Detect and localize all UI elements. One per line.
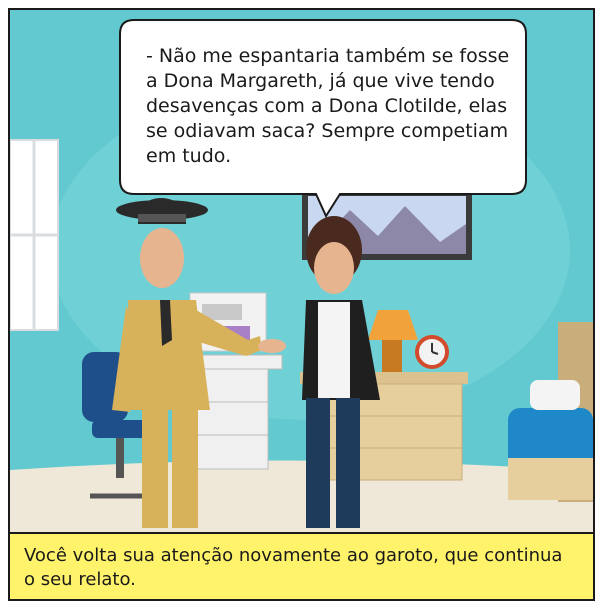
window xyxy=(10,140,58,330)
caption-box xyxy=(10,532,593,599)
comic-panel xyxy=(8,8,595,601)
speech-bubble-text: - Não me espantaria também se fosse a Dona Margareth, já que vive tendo desavenças com a Dona Clotilde, elas se odiavam saca? Sempre competiam em tudo. xyxy=(146,45,510,167)
caption-text: Você volta sua atenção novamente ao garoto, que continua o seu relato. xyxy=(24,545,563,590)
